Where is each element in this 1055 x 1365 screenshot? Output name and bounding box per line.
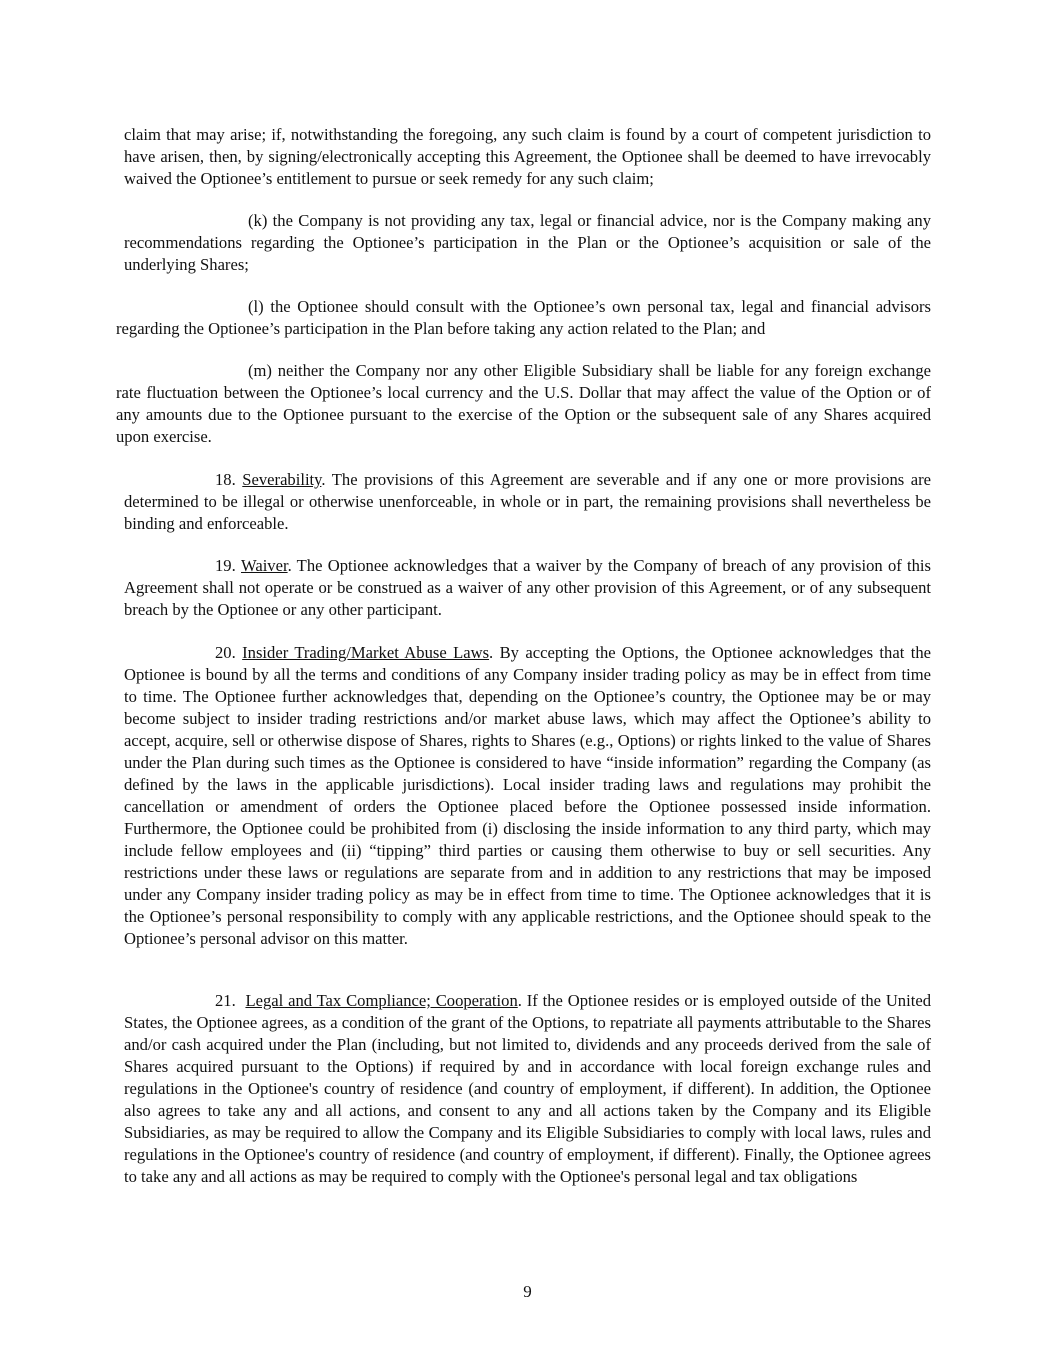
section-number: 20. xyxy=(215,643,236,662)
section-21-legal-tax-compliance xyxy=(124,990,931,1188)
section-number: 19. xyxy=(215,556,236,575)
paragraph-clause-k xyxy=(124,210,931,276)
section-heading: Insider Trading/Market Abuse Laws xyxy=(242,643,490,662)
paragraph-text: (l) the Optionee should consult with the Optionee’s own personal tax, legal and financial advisors regarding the Optionee’s participation in the Plan before taking any action related to the Plan; and xyxy=(116,297,931,338)
paragraph-claim-continuation xyxy=(124,124,931,190)
section-text: . The provisions of this Agreement are severable and if any one or more provisions are determined to be illegal or otherwise unenforceable, in whole or in part, the remaining provisions shall nevertheless be binding and enforceable. xyxy=(124,470,931,533)
paragraph-clause-m xyxy=(116,360,931,448)
paragraph-text: claim that may arise; if, notwithstanding the foregoing, any such claim is found by a court of competent jurisdiction to have arisen, then, by signing/electronically accepting this Agreement, the Optionee shall be deemed to have irrevocably waived the Optionee’s entitlement to pursue or seek remedy for any such claim; xyxy=(124,125,931,188)
section-heading: Severability xyxy=(242,470,322,489)
paragraph-text: (m) neither the Company nor any other Eligible Subsidiary shall be liable for any foreign exchange rate fluctuation between the Optionee’s local currency and the U.S. Dollar that may affect the value of the Option or of any amounts due to the Optionee pursuant to the exercise of the Option or the subsequent sale of any Shares acquired upon exercise. xyxy=(116,361,931,446)
paragraph-clause-l xyxy=(116,296,931,340)
section-heading: Waiver xyxy=(241,556,288,575)
section-text: . By accepting the Options, the Optionee acknowledges that the Optionee is bound by all the terms and conditions of any Company insider trading policy as may be in effect from time to time. The Optionee further acknowledges that, depending on the Optionee’s country, the Optionee may be or may become subject to insider trading restrictions and/or market abuse laws, which may affect the Optionee’s ability to accept, acquire, sell or otherwise dispose of Shares, rights to Shares (e.g., Options) or rights linked to the value of Shares under the Plan during such times as the Optionee is considered to have “inside information” regarding the Company (as defined by the laws in the applicable jurisdictions). Local insider trading laws and regulations may prohibit the cancellation or amendment of orders the Optionee placed before the Optionee possessed inside information. Furthermore, the Optionee could be prohibited from (i) disclosing the inside information to any third party, which may include fellow employees and (ii) “tipping” third parties or causing them otherwise to buy or sell securities. Any restrictions under these laws or regulations are separate from and in addition to any restrictions that may be imposed under any Company insider trading policy as may be in effect from time to time. The Optionee acknowledges that it is the Optionee’s personal responsibility to comply with any applicable restrictions, and the Optionee should speak to the Optionee’s personal advisor on this matter. xyxy=(124,643,931,948)
paragraph-text: (k) the Company is not providing any tax, legal or financial advice, nor is the Company making any recommendations regarding the Optionee’s participation in the Plan or the Optionee’s acquisition or sale of the underlying Shares; xyxy=(124,211,931,274)
section-18-severability xyxy=(124,469,931,535)
section-number: 21. xyxy=(215,991,236,1010)
section-20-insider-trading xyxy=(124,642,931,950)
section-text: . The Optionee acknowledges that a waiver by the Company of breach of any provision of this Agreement shall not operate or be construed as a waiver of any other provision of this Agreement, or of any subsequent breach by the Optionee or any other participant. xyxy=(124,556,932,619)
page-number: 9 xyxy=(523,1282,532,1301)
section-heading: Legal and Tax Compliance; Cooperation xyxy=(245,991,518,1010)
section-19-waiver xyxy=(124,555,931,621)
section-text: . If the Optionee resides or is employed outside of the United States, the Optionee agrees, as a condition of the grant of the Options, to repatriate all payments attributable to the Shares and/or cash acquired under the Plan (including, but not limited to, dividends and any proceeds derived from the sale of Shares acquired pursuant to the Options) if required by and in accordance with local foreign exchange rules and regulations in the Optionee's country of residence (and country of employment, if different). In addition, the Optionee also agrees to take any and all actions, and consent to any and all actions taken by the Company and its Eligible Subsidiaries, as may be required to allow the Company and its Eligible Subsidiaries to comply with local laws, rules and regulations in the Optionee's country of residence (and country of employment, if different). Finally, the Optionee agrees to take any and all actions as may be required to comply with the Optionee's personal legal and tax obligations xyxy=(124,991,931,1186)
section-number: 18. xyxy=(215,470,236,489)
